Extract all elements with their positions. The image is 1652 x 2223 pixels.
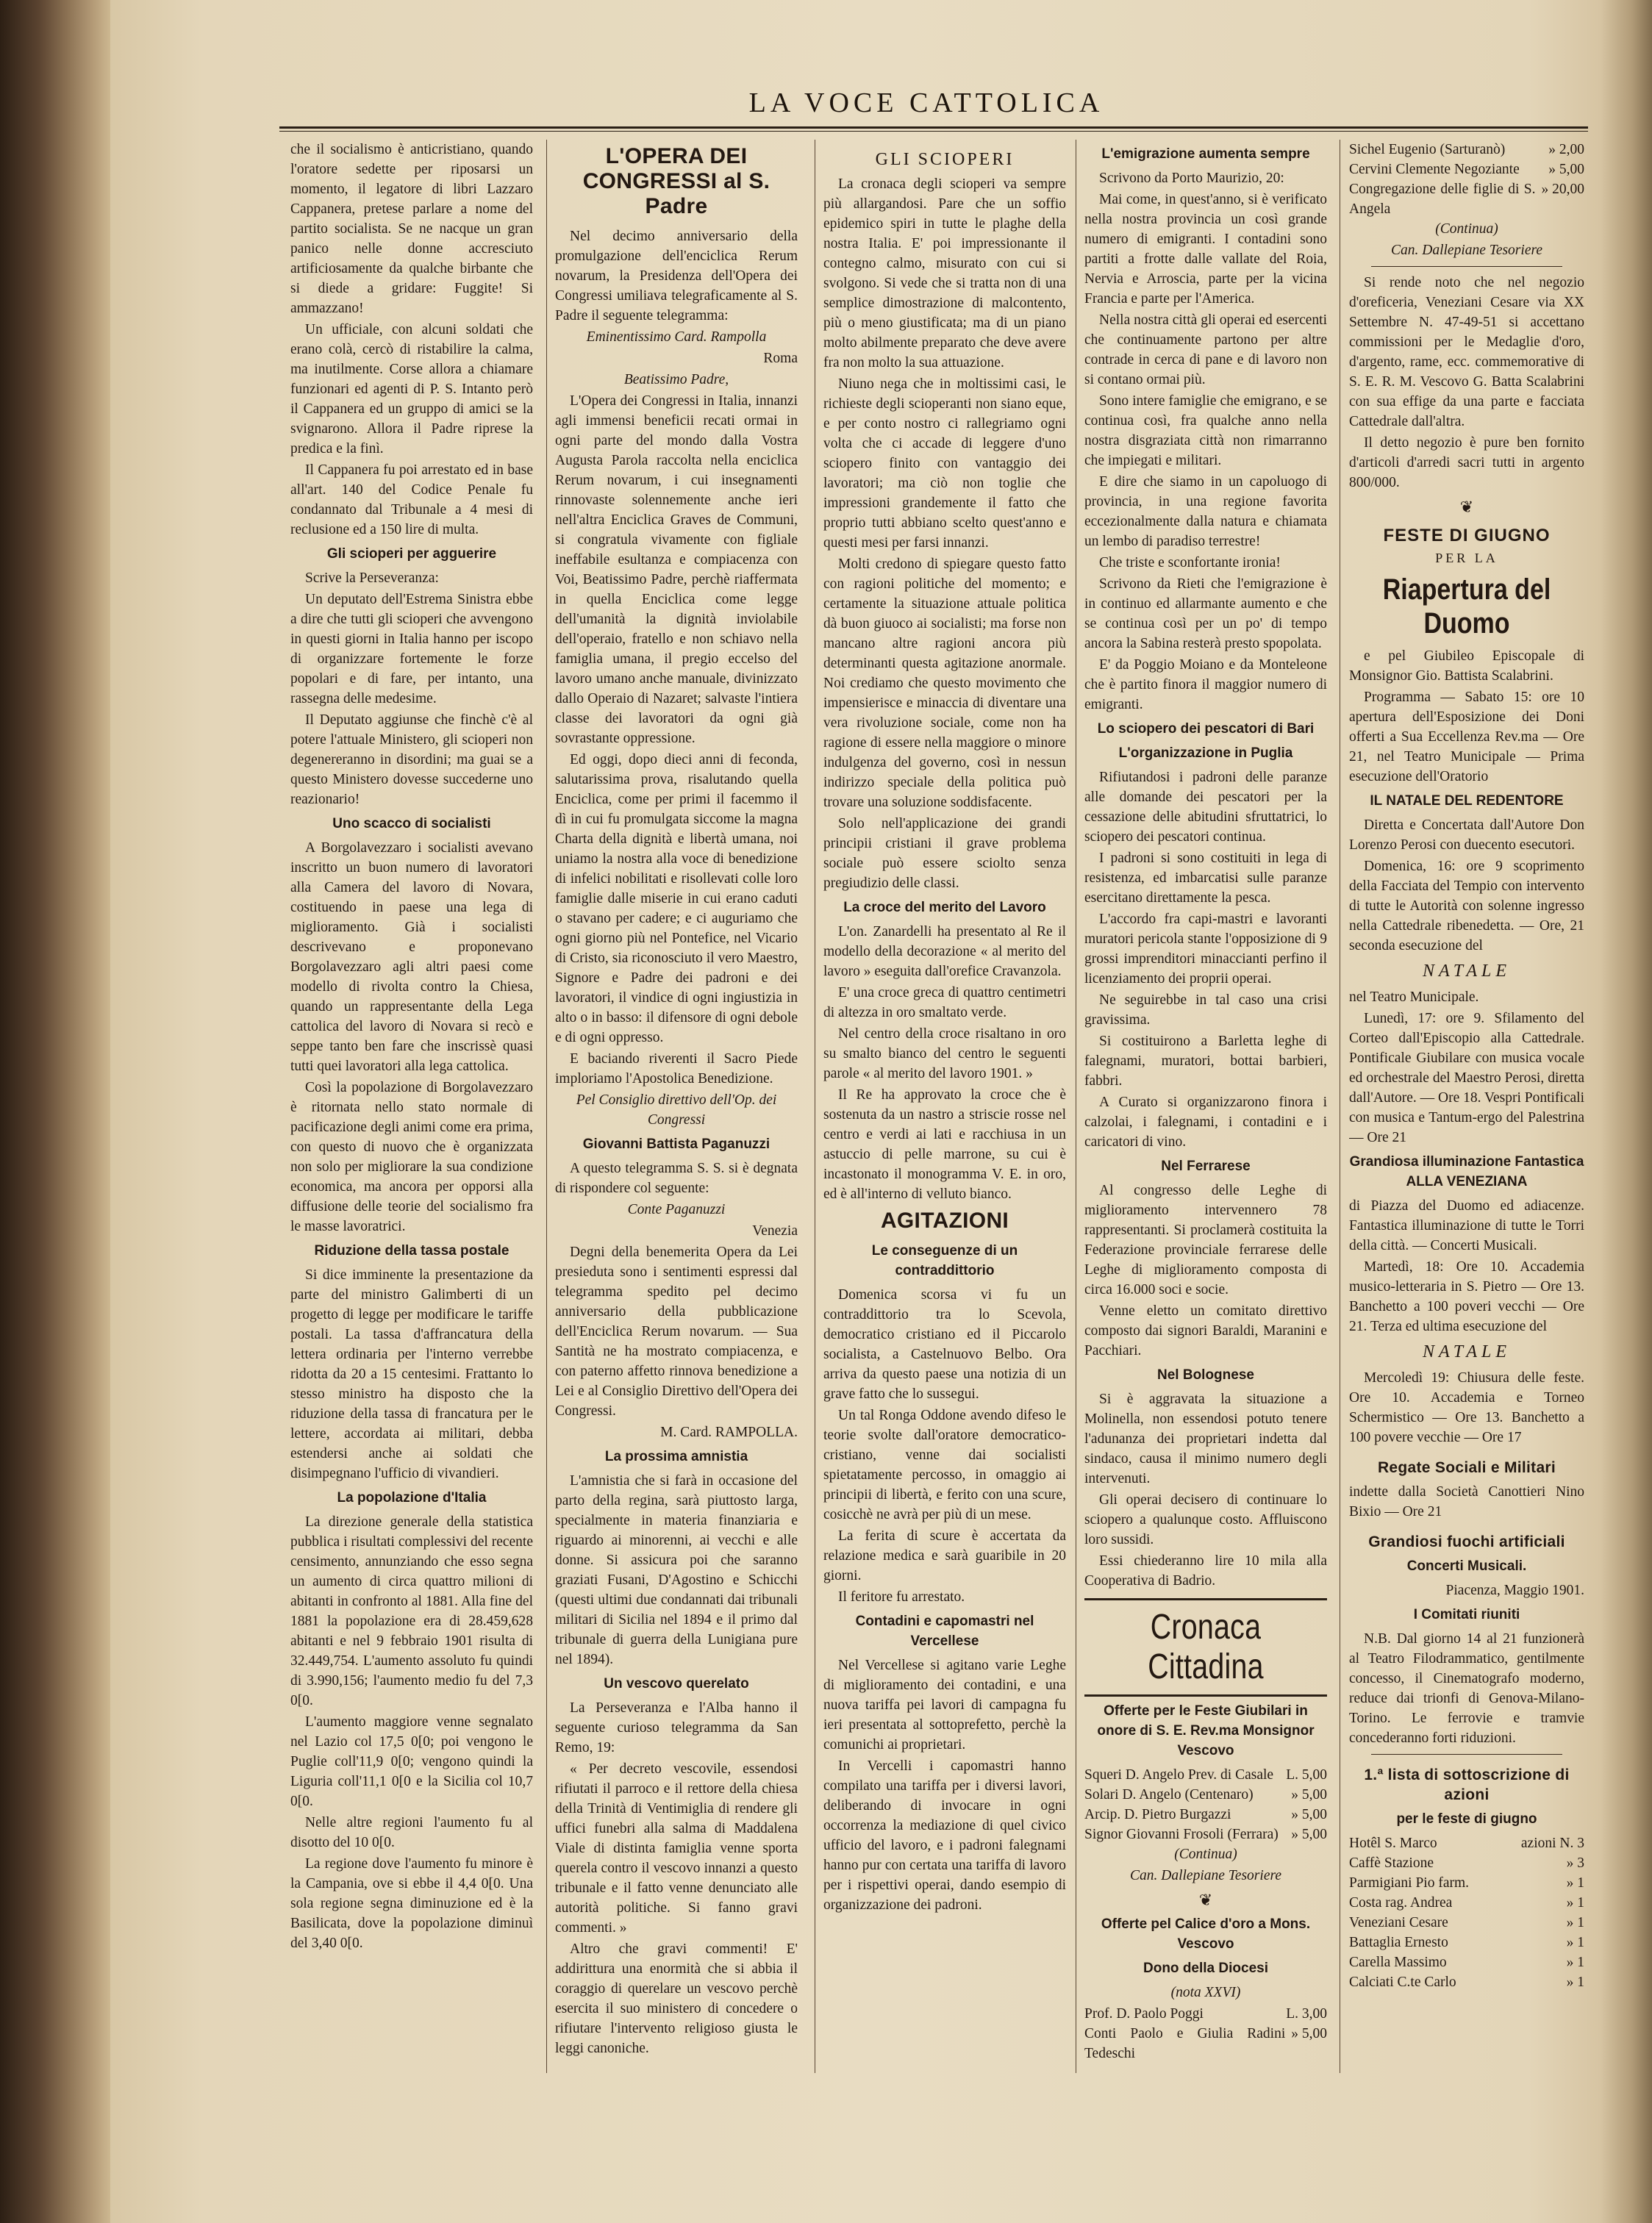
- article-paragraph: Il Re ha approvato la croce che è sostenuta da un nastro a striscie rosse nel centro e verdi ai lati e racchiusa in un astuccio di pelle marrone, su cui è incastonato il monogramma V. E. in oro, ed è all'interno di velluto bianco.: [823, 1087, 1066, 1202]
- headline-scioperi-agguerire: Gli scioperi per agguerire: [326, 546, 497, 562]
- headline-lista-sottoscrizione: 1.ª lista di sottoscrizione di azioni: [1364, 1766, 1570, 1803]
- article-paragraph: A Curato si organizzarono finora i calzolai, i falegnami, i contadini e i caricatori di vino.: [1084, 1095, 1327, 1150]
- divider: [1371, 266, 1562, 267]
- signature-rampolla: M. Card. RAMPOLLA.: [660, 1425, 798, 1440]
- article-paragraph: Nel centro della croce risaltano in oro su smalto bianco del centro le seguenti parole « al merito del lavoro 1901. »: [823, 1026, 1066, 1081]
- article-paragraph: Un tal Ronga Oddone avendo difeso le teorie svolte dall'oratore democratico-cristiano, venne dai socialisti spietatamente percosso, in omaggio ai principii di libertà, e ferito con una scure, cosicchè ne avrà per più di un mese.: [823, 1408, 1066, 1522]
- tesoriere-signature: Can. Dallepiane Tesoriere: [1129, 1868, 1281, 1883]
- headline-emigrazione: L'emigrazione aumenta sempre: [1101, 146, 1310, 162]
- headline-scacco-socialisti: Uno scacco di socialisti: [332, 816, 491, 831]
- article-paragraph: Altro che gravi commenti! E' addirittura una enormità che si abbia il coraggio di querelare un vescovo perchè esercita il suo ministero di concedere o rifiutare l'intervento religioso giusta le leggi canoniche.: [555, 1941, 798, 2056]
- masthead: [279, 87, 1573, 131]
- article-paragraph: nel Teatro Municipale.: [1349, 989, 1479, 1005]
- masthead-rule-thin: [279, 131, 1588, 132]
- newspaper-title: LA VOCE CATTOLICA: [748, 87, 1104, 118]
- article-paragraph: Domenica, 16: ore 9 scoprimento della Facciata del Tempio con intervento di tutte le Autorità con solenne ingresso nella Cattedrale ribenedetta. — Ore, 21 seconda esecuzione del: [1349, 859, 1584, 953]
- article-paragraph: Mercoledì 19: Chiusura delle feste. Ore 10. Accademia e Torneo Schermistico — Ore 13. Banchetto a 100 povere vecchie — Ore 17: [1349, 1370, 1584, 1445]
- article-paragraph: che il socialismo è anticristiano, quando l'oratore sedette per riposarsi un momento, il legatore di libri Lazzaro Cappanera, pretese parlare a nome del partito socialista. Se ne nacque un gran panico nelle donne accresciuto artificiosamente da qualche birbante che si diede a gridare: Fuggite! Si ammazzano!: [290, 142, 533, 316]
- article-paragraph: Si rende noto che nel negozio d'oreficeria, Veneziani Cesare via XX Settembre N. 47-49-51 si accettano commissioni per le Medaglie d'oro, d'argento, rame, ecc. commemorative di S. E. R. M. Vescovo G. Batta Scalabrini con sua effige da una parte e facciata Cattedrale dall'altra.: [1349, 275, 1584, 429]
- masthead-rule: [279, 126, 1588, 129]
- list-item: Sichel Eugenio (Sarturanò) » 2,00: [1349, 142, 1584, 157]
- article-paragraph: Ed oggi, dopo dieci anni di feconda, salutarissima prova, risalutando quella Enciclica, come per primi il facemmo il dì in cui fu promulgata siccome la magna Charta della dignità e libertà umana, noi uniamo la nostra alla voce di benedizione di infelici nobilitati e risollevati colle loro famiglie dalle miserie in cui erano caduti o stavano per cadere; e ci auguriamo che ogni giorno più nel Pontefice, nel Vicario di Cristo, sia riconosciuto il vero Maestro, Signore e Padre dei padroni e dei lavoratori, il vindice di ogni ingiustizia in alto o in basso: il difensore di ogni debole e di ogni oppresso.: [555, 752, 798, 1045]
- article-paragraph: Solo nell'applicazione dei grandi principii cristiani il grave problema sociale può essere sciolto senza pregiudizio delle classi.: [823, 816, 1066, 891]
- article-paragraph: Domenica scorsa vi fu un contraddittorio tra lo Scevola, democratico cristiano ed il Piccarolo socialista, a Castelnuovo Belbo. Ora arriva da questo paese una notizia di un grave fatto che lo sussegui.: [823, 1287, 1066, 1402]
- headline-calice: Offerte pel Calice d'oro a Mons. Vescovo: [1101, 1916, 1311, 1952]
- article-paragraph: L'on. Zanardelli ha presentato al Re il modello della decorazione « al merito del lavoro » eseguita dall'orefice Cravanzola.: [823, 924, 1066, 979]
- headline-vescovo-querelato: Un vescovo querelato: [604, 1676, 749, 1692]
- article-paragraph: E baciando riverenti il Sacro Piede imploriamo l'Apostolica Benedizione.: [555, 1051, 798, 1087]
- headline-gli-scioperi: GLI SCIOPERI: [875, 150, 1015, 169]
- article-paragraph: La Perseveranza e l'Alba hanno il seguente curioso telegramma da San Remo, 19:: [555, 1700, 798, 1755]
- article-paragraph: Rifiutandosi i padroni delle paranze alle domande dei pescatori per la cessazione delle abitudini sfruttatrici, lo sciopero dei pescatori continua.: [1084, 770, 1327, 845]
- article-paragraph: Martedì, 18: Ore 10. Accademia musico-letteraria in S. Pietro — Ore 13. Banchetto a 100 poveri vecchi — Ore 21. Terza ed ultima esecuzione del: [1349, 1259, 1584, 1334]
- article-paragraph: Lunedì, 17: ore 9. Sfilamento del Corteo dall'Episcopio alla Cattedrale. Pontificale Giubilare con musica vocale ed orchestrale del Maestro Perosi, diretta dall'Autore. — Ore 18. Vespri Pontificali con musica e Tantum-ergo del Palestrina — Ore 21: [1349, 1011, 1584, 1145]
- headline-illuminazione: Grandiosa illuminazione Fantastica ALLA VENEZIANA: [1349, 1154, 1584, 1189]
- headline-popolazione-italia: La popolazione d'Italia: [337, 1490, 487, 1506]
- article-paragraph: Scrivono da Rieti che l'emigrazione è in continuo ed allarmante aumento e che se continua così per un po' di tempo ancora la Sabina resterà presto spopolata.: [1084, 576, 1327, 651]
- natale-title: NATALE: [1422, 1342, 1511, 1361]
- article-paragraph: Degni della benemerita Opera da Lei presieduta sono i sentimenti espressi dal telegramma spedito pel decimo anniversario della pubblicazione dell'Enciclica Rerum novarum. — Sua Santità ne ha mostrato compiacenza, e con paterno affetto rinnova benedizione a Lei e al Consiglio Direttivo dell'Opera dei Congressi.: [555, 1245, 798, 1419]
- column-2: [555, 140, 798, 2080]
- telegram-city: Venezia: [752, 1223, 798, 1239]
- article-paragraph: L'accordo fra capi-mastri e lavoranti muratori pericola stante l'opposizione di 9 grossi imprenditori minaccianti perfino il licenziamento dei proprii operai.: [1084, 912, 1327, 987]
- article-paragraph: Essi chiederanno lire 10 mila alla Cooperativa di Badrio.: [1084, 1553, 1327, 1589]
- headline-feste-giugno: FESTE DI GIUGNO: [1383, 526, 1551, 545]
- list-item: Carella Massimo » 1: [1349, 1955, 1584, 1970]
- list-item: Squeri D. Angelo Prev. di Casale L. 5,00: [1084, 1767, 1327, 1783]
- comitati-signature: I Comitati riuniti: [1413, 1607, 1520, 1622]
- list-item: Parmigiani Pio farm. » 1: [1349, 1875, 1584, 1891]
- telegram-salutation: Beatissimo Padre,: [623, 372, 729, 387]
- section-rule: [1084, 1598, 1327, 1600]
- article-paragraph: E' da Poggio Moiano e da Monteleone che è partito finora il maggior numero di emigranti.: [1084, 657, 1327, 712]
- article-paragraph: L'aumento maggiore venne segnalato nel Lazio col 17,5 0[0; poi vengono le Puglie coll'11,9 0[0; vengono quindi la Liguria coll'11,1 0[0 e la Sicilia col 10,7 0[0.: [290, 1714, 533, 1809]
- article-paragraph: Al congresso delle Leghe di miglioramento intervennero 78 rappresentanti. Si proclamerà costituita la Federazione provinciale ferrarese delle Leghe di miglioramento composta di circa 16.000 soci e socie.: [1084, 1183, 1327, 1297]
- list-item: Cervini Clemente Negoziante » 5,00: [1349, 162, 1584, 177]
- offerte-list: [1084, 1765, 1327, 1844]
- article-paragraph: E dire che siamo in un capoluogo di provincia, in una regione favorita eccezionalmente dalla natura e chiamata un lembo di paradiso terrestre!: [1084, 474, 1327, 549]
- article-paragraph: Diretta e Concertata dall'Autore Don Lorenzo Perosi con duecento esecutori.: [1349, 817, 1584, 853]
- offerte-list-cont: [1349, 140, 1584, 219]
- book-binding: [0, 0, 110, 2223]
- article-paragraph: Il feritore fu arrestato.: [838, 1589, 965, 1605]
- list-item: Conti Paolo e Giulia Radini Tedeschi » 5,00: [1084, 2026, 1327, 2061]
- column-5: [1349, 140, 1584, 2080]
- list-item: Prof. D. Paolo Poggi L. 3,00: [1084, 2006, 1327, 2022]
- article-paragraph: Molti credono di spiegare questo fatto con ragioni politiche del momento; e certamente la situazione attuale politica dà buon giuoco ai socialisti; ma forse non mancano altre ragioni ancora più determinanti questa agitazione anormale. Noi crediamo che questo movimento che impensierisce e minaccia di diventare una vera rivoluzione sociale, come non ha ragione di essere nella maggiore o minore indulgenza del governo, così in nessun indirizzo speciale della politica può trovare una soluzione soddisfacente.: [823, 556, 1066, 810]
- tesoriere-signature: Can. Dallepiane Tesoriere: [1390, 243, 1542, 258]
- dateline: Piacenza, Maggio 1901.: [1445, 1583, 1584, 1598]
- list-item: Hotêl S. Marco azioni N. 3: [1349, 1836, 1584, 1851]
- article-paragraph: Mai come, in quest'anno, si è verificato nella nostra provincia un così grande numero di emigranti. I contadini sono partiti a frotte dalle vallate del Roia, Nervia e Arroscia, parte per la vicina Francia e parte per l'America.: [1084, 192, 1327, 307]
- article-paragraph: N.B. Dal giorno 14 al 21 funzionerà al Teatro Filodrammatico, gentilmente concesso, il Cinematografo moderno, reduce dai trionfi di Genova-Milano-Torino. Le ferrovie e tramvie concederanno forti riduzioni.: [1349, 1631, 1584, 1746]
- headline-fuochi: Grandiosi fuochi artificiali: [1368, 1533, 1565, 1550]
- article-paragraph: Il Cappanera fu poi arrestato ed in base all'art. 140 del Codice Penale fu condannato dal Tribunale a 4 mesi di reclusione ed a 150 lire di multa.: [290, 462, 533, 537]
- article-paragraph: Così la popolazione di Borgolavezzaro è ritornata nello stato normale di pacificazione degli animi come era prima, con questo di nuovo che è organizzata non solo per migliorare la sua condizione economica, ma ancora per opporsi alla diffusione delle teorie del socialismo fra le masse lavoratrici.: [290, 1080, 533, 1234]
- list-item: Costa rag. Andrea » 1: [1349, 1895, 1584, 1911]
- headline-bolognese: Nel Bolognese: [1157, 1367, 1254, 1383]
- article-paragraph: A Borgolavezzaro i socialisti avevano inscritto un buon numero di lavoratori alla Camera del lavoro di Novara, costituendo in paese una lega di miglioramento. Già i socialisti descrivevano e proponevano Borgolavezzaro agli altri paesi come modello di rivolta contro la Chiesa, quando un rappresentante della Lega cattolica del lavoro di Novara si recò e seppe tanto ben fare che inscrissè quasi tutti quei lavoratori alla lega cattolica.: [290, 840, 533, 1074]
- article-paragraph: L'Opera dei Congressi in Italia, innanzi agli immensi beneficii recati ormai in ogni parte del mondo dalla Vostra Augusta Parola raccolta nella enciclica Rerum novarum, i cui insegnamenti rinnovaste solennemente anche ieri nell'altra Enciclica Graves de Communi, si congratula vivamente con figliale ineffabile esultanza e compiacenza con Voi, Beatissimo Padre, perchè riaffermata in quella Enciclica come legge dell'umanità la dignità inviolabile dell'operaio, fratello e non schiavo nella famiglia umana, il pregio eccelso del lavoro umano anche manuale, divinizzato dallo Operaio di Nazaret; salvaste l'intiera classe dei lavoratori da ogni già sovrastante oppressione.: [555, 393, 798, 746]
- article-paragraph: Nelle altre regioni l'aumento fu al disotto del 10 0[0.: [290, 1815, 533, 1850]
- continua-note: (Continua): [1174, 1847, 1237, 1862]
- headline-tassa-postale: Riduzione della tassa postale: [314, 1243, 509, 1259]
- natale-title: NATALE: [1422, 962, 1511, 981]
- article-paragraph: Il Deputato aggiunse che finchè c'è al potere l'attuale Ministero, gli scioperi non degenereranno in disordini; ma guai se a questo Ministero dovesse succederne uno reazionario!: [290, 712, 533, 807]
- column-3: [823, 140, 1066, 2080]
- article-paragraph: La direzione generale della statistica pubblica i risultati complessivi del recente censimento, annunziando che esso segna un aumento di circa quattro milioni di abitanti in confronto al 1881. Alla fine del 1881 la popolazione era di 28.459,628 abitanti e nel 9 febbraio 1901 risulta di 32.449,754. L'aumento assoluto fu quindi di 3.990,156; l'aumento medio fu del 7,3 0[0.: [290, 1514, 533, 1708]
- article-paragraph: E' una croce greca di quattro centimetri di altezza in oro smaltato verde.: [823, 985, 1066, 1020]
- article-paragraph: La regione dove l'aumento fu minore è la Campania, ove si ebbe il 4,4 0[0. Una sola regione segna diminuzione ed è la Basilicata, dove la popolazione diminuì del 3,40 0[0.: [290, 1856, 533, 1951]
- headline-opera-congressi: L'OPERA DEI CONGRESSI al S. Padre: [582, 144, 770, 218]
- article-paragraph: I padroni si sono costituiti in lega di resistenza, ed imbarcatisi sulle paranze esercitano direttamente la pesca.: [1084, 851, 1327, 906]
- telegram-address: Conte Paganuzzi: [627, 1202, 726, 1217]
- article-paragraph: Si dice imminente la presentazione da parte del ministro Galimberti di un progetto di legge per modificare le tariffe postali. La tassa d'affrancatura della lettera ordinaria per l'interno verrebbe ridotta da 20 a 15 centesimi. Frattanto lo stesso ministro ha disposto che la riduzione della tassa di francatura per le lettere, accordata ai militari, debba estendersi anche ai soldati che disimpegnano l'ufficio di vivandieri.: [290, 1267, 533, 1481]
- article-paragraph: Niuno nega che in moltissimi casi, le richieste degli scioperanti non siano eque, e per conto nostro ci rallegriamo ogni volta che ci accade di leggere d'uno sciopero finito con vantaggio dei lavoratori; ma ciò non toglie che impressioni grandemente il fatto che proprio tutti abbiano scelto quest'anno e questi mesi per farsi innanzi.: [823, 376, 1066, 551]
- article-paragraph: Un ufficiale, con alcuni soldati che erano colà, cercò di ristabilire la calma, ma inutilmente. Corse allora a chiamare funzionari ed agenti di P. S. Intanto però il Cappanera ed un gruppo di amici se la svignarono. Allora il Padre riprese la predica e la finì.: [290, 322, 533, 457]
- headline-natale-redentore: IL NATALE DEL REDENTORE: [1370, 793, 1564, 809]
- list-item: Veneziani Cesare » 1: [1349, 1915, 1584, 1930]
- article-paragraph: A questo telegramma S. S. si è degnata di rispondere col seguente:: [555, 1161, 798, 1196]
- per-la-label: PER LA: [1435, 551, 1498, 565]
- article-paragraph: e pel Giubileo Episcopale di Monsignor Gio. Battista Scalabrini.: [1349, 648, 1584, 684]
- article-paragraph: Si costituirono a Barletta leghe di falegnami, muratori, bottai barbieri, fabbri.: [1084, 1034, 1327, 1089]
- article-paragraph: Nel decimo anniversario della promulgazione dell'enciclica Rerum novarum, la Presidenza dell'Opera dei Congressi umiliava telegraficamente al S. Padre il seguente telegramma:: [555, 229, 798, 323]
- article-paragraph: La cronaca degli scioperi va sempre più allargandosi. Pare che un soffio epidemico spiri in tutte le plaghe della nostra Italia. E' poi impressionante il contegno calmo, misurato con cui si svolgono. Si vede che si tratta non di una semplice dimostrazione di malcontento, più o meno giustificata; ma di un piano molto abilmente preparato che deve avere fra non molto la sua attuazione.: [823, 176, 1066, 370]
- article-paragraph: In Vercelli i capomastri hanno compilato una tariffa per i diversi lavori, deliberando di invocare in ogni occorrenza la mediazione di quel civico ufficio del lavoro, e i padroni falegnami hanno pur con certata una tariffa di lavoro per i rispettivi operai, dando esempio di organizzazione dei padroni.: [823, 1758, 1066, 1913]
- column-separator: [546, 140, 547, 2073]
- programma-paragraph: Programma — Sabato 15: ore 10 apertura dell'Esposizione dei Doni offerti a Sua Eccellenza Rev.ma — Ore 21, nel Teatro Municipale — Prima esecuzione dell'Oratorio: [1349, 690, 1584, 784]
- article-paragraph: Si è aggravata la situazione a Molinella, non essendosi potuto tenere l'adunanza dei proprietari indetta dal sindaco, causa il minimo numero degli intervenuti.: [1084, 1392, 1327, 1486]
- article-paragraph: Scrive la Perseveranza:: [305, 570, 439, 586]
- list-item: Solari D. Angelo (Centenaro) » 5,00: [1084, 1787, 1327, 1803]
- headline-dono-diocesi: Dono della Diocesi: [1143, 1961, 1268, 1976]
- article-paragraph: Ne seguirebbe in tal caso una crisi gravissima.: [1084, 992, 1327, 1028]
- list-item: Battaglia Ernesto » 1: [1349, 1935, 1584, 1950]
- ornament-icon: ❦: [1459, 498, 1474, 516]
- column-1: [290, 140, 533, 2080]
- nota-number: (nota XXVI): [1170, 1985, 1241, 2000]
- article-paragraph: Un deputato dell'Estrema Sinistra ebbe a dire che tutti gli scioperi che avvengono in questi giorni in Italia hanno per iscopo di organizzare fortemente le forze popolari e di fare, per intanto, una rassegna delle medesime.: [290, 592, 533, 706]
- headline-croce-merito: La croce del merito del Lavoro: [843, 900, 1046, 915]
- headline-cronaca-cittadina: Cronaca Cittadina: [1148, 1608, 1264, 1686]
- article-paragraph: Nel Vercellese si agitano varie Leghe di miglioramento dei contadini, e una nuova tariffa pei lavori di campagna fu ieri presentata al sottoprefetto, perchè la comunichi ai proprietari.: [823, 1658, 1066, 1753]
- column-4: [1084, 140, 1327, 2080]
- headline-contraddittorio: Le conseguenze di un contraddittorio: [871, 1243, 1018, 1278]
- article-paragraph: Il detto negozio è pure ben fornito d'articoli d'arredi sacri tutti in argento 800/000.: [1349, 435, 1584, 490]
- list-item: Calciati C.te Carlo » 1: [1349, 1975, 1584, 1990]
- telegram-city: Roma: [763, 351, 798, 366]
- headline-regate: Regate Sociali e Militari: [1377, 1459, 1556, 1476]
- headline-amnistia: La prossima amnistia: [604, 1449, 748, 1464]
- page-edge-shadow: [1601, 0, 1652, 2223]
- calice-list: [1084, 2004, 1327, 2063]
- article-paragraph: Che triste e sconfortante ironia!: [1099, 555, 1281, 570]
- article-paragraph: Scrivono da Porto Maurizio, 20:: [1099, 171, 1284, 186]
- signature-paganuzzi: Giovanni Battista Paganuzzi: [582, 1136, 770, 1152]
- ornament-icon: ❦: [1198, 1891, 1213, 1909]
- headline-riapertura-duomo: Riapertura del Duomo: [1382, 573, 1551, 640]
- section-rule: [1084, 1694, 1327, 1697]
- headline-contadini-capomastri: Contadini e capomastri nel Vercellese: [855, 1614, 1034, 1649]
- article-paragraph: indette dalla Società Canottieri Nino Bixio — Ore 21: [1349, 1484, 1584, 1519]
- article-paragraph: La ferita di scure è accertata da relazione medica e sarà guaribile in 20 giorni.: [823, 1528, 1066, 1583]
- article-paragraph: di Piazza del Duomo ed adiacenze. Fantastica illuminazione di tutte le Torri della città. — Concerti Musicali.: [1349, 1198, 1584, 1253]
- list-item: Congregazione delle figlie di S. Angela » 20,00: [1349, 182, 1584, 217]
- headline-organizzazione-puglia: L'organizzazione in Puglia: [1118, 745, 1293, 761]
- headline-concerti: Concerti Musicali.: [1406, 1558, 1527, 1574]
- headline-agitazioni: AGITAZIONI: [880, 1209, 1009, 1233]
- telegram-address: Eminentissimo Card. Rampolla: [586, 329, 767, 345]
- continua-note: (Continua): [1435, 221, 1498, 237]
- headline-offerte-feste: Offerte per le Feste Giubilari in onore di S. E. Rev.ma Monsignor Vescovo: [1097, 1703, 1315, 1758]
- headline-ferrarese: Nel Ferrarese: [1161, 1159, 1251, 1174]
- azioni-list: [1349, 1833, 1584, 1992]
- headline-lista-feste: per le feste di giugno: [1396, 1811, 1537, 1827]
- list-item: Arcip. D. Pietro Burgazzi » 5,00: [1084, 1807, 1327, 1822]
- divider: [1371, 1754, 1562, 1755]
- article-paragraph: Sono intere famiglie che emigrano, e se continua così, fra qualche anno nella nostra disgraziata città non rimarranno che impiegati e militari.: [1084, 393, 1327, 468]
- article-paragraph: Nella nostra città gli operai ed esercenti che continuamente partono per altre contrade in cerca di pane e di lavoro non si contano ormai più.: [1084, 312, 1327, 387]
- list-item: Signor Giovanni Frosoli (Ferrara) » 5,00: [1084, 1827, 1327, 1842]
- article-paragraph: Venne eletto un comitato direttivo composto dai signori Baraldi, Maranini e Pacchiari.: [1084, 1303, 1327, 1358]
- headline-pescatori-bari: Lo sciopero dei pescatori di Bari: [1097, 721, 1315, 737]
- signature-consiglio: Pel Consiglio direttivo dell'Op. dei Congressi: [576, 1092, 777, 1128]
- article-paragraph: L'amnistia che si farà in occasione del parto della regina, sarà piuttosto larga, specialmente in materia finanziaria e riguardo ai minorenni, ai vecchi e alle donne. Si assicura poi che saranno graziati Fusani, D'Agostino e Schicchi (questi ultimi due condannati dai tribunali militari di Sicilia nel 1894 e il primo dal tribunale di guerra della Lunigiana pure nel 1894).: [555, 1473, 798, 1667]
- article-paragraph: « Per decreto vescovile, essendosi rifiutati il parroco e il rettore della chiesa della Trinità di Ventimiglia di rendere gli uffici funebri alla salma di Maddalena Viale di distinta famiglia venne sporta querela contro il vescovo innanzi a questo tribunale e il fatto venne denunciato alle autorità politiche. Si fanno gravi commenti. »: [555, 1761, 798, 1936]
- article-paragraph: Gli operai decisero di continuare lo sciopero a qualunque costo. Affluiscono loro sussidi.: [1084, 1492, 1327, 1547]
- list-item: Caffè Stazione » 3: [1349, 1855, 1584, 1871]
